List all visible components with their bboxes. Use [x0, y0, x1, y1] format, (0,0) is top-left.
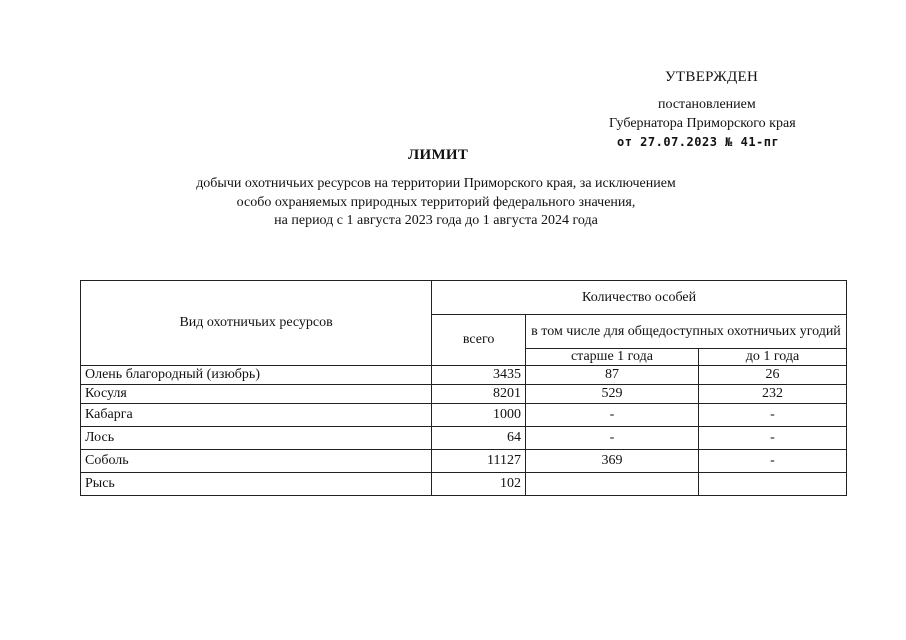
cell-younger — [698, 473, 846, 496]
limit-table — [80, 280, 847, 496]
subtitle-line: добычи охотничьих ресурсов на территории Приморского края, за исключением — [196, 176, 676, 191]
cell-total: 11127 — [432, 450, 526, 473]
cell-total: 64 — [432, 427, 526, 450]
table-row — [81, 366, 847, 385]
table-row — [81, 427, 847, 450]
decree-label: постановлением — [658, 97, 756, 112]
cell-older — [525, 473, 698, 496]
approved-label: УТВЕРЖДЕН — [665, 69, 759, 85]
cell-species: Косуля — [81, 385, 432, 404]
cell-older: 529 — [525, 385, 698, 404]
table-row — [81, 473, 847, 496]
header-younger: до 1 года — [698, 349, 846, 366]
document-subtitle — [0, 175, 906, 231]
cell-species: Соболь — [81, 450, 432, 473]
cell-younger: - — [698, 404, 846, 427]
cell-older: 369 — [525, 450, 698, 473]
governor-label: Губернатора Приморского края — [609, 116, 796, 131]
cell-older: - — [525, 427, 698, 450]
table-row — [81, 404, 847, 427]
header-species: Вид охотничьих ресурсов — [81, 281, 432, 366]
cell-total: 102 — [432, 473, 526, 496]
cell-younger: - — [698, 427, 846, 450]
cell-total: 8201 — [432, 385, 526, 404]
header-count: Количество особей — [432, 281, 847, 315]
document-title: ЛИМИТ — [408, 147, 469, 163]
cell-species: Лось — [81, 427, 432, 450]
subtitle-line: особо охраняемых природных территорий федерального значения, — [236, 194, 636, 210]
cell-older: - — [525, 404, 698, 427]
cell-younger: - — [698, 450, 846, 473]
cell-species: Олень благородный (изюбрь) — [81, 366, 432, 385]
cell-total: 3435 — [432, 366, 526, 385]
header-public: в том числе для общедоступных охотничьих угодий — [525, 315, 846, 349]
cell-older: 87 — [525, 366, 698, 385]
table-row — [81, 450, 847, 473]
header-older: старше 1 года — [525, 349, 698, 366]
decree-date: от 27.07.2023 № 41-пг — [617, 135, 780, 149]
cell-younger: 26 — [698, 366, 846, 385]
header-total: всего — [432, 315, 526, 366]
cell-species: Кабарга — [81, 404, 432, 427]
subtitle-line: на период с 1 августа 2023 года до 1 августа 2024 года — [274, 213, 598, 228]
cell-species: Рысь — [81, 473, 432, 496]
table-row — [81, 385, 847, 404]
cell-total: 1000 — [432, 404, 526, 427]
cell-younger: 232 — [698, 385, 846, 404]
